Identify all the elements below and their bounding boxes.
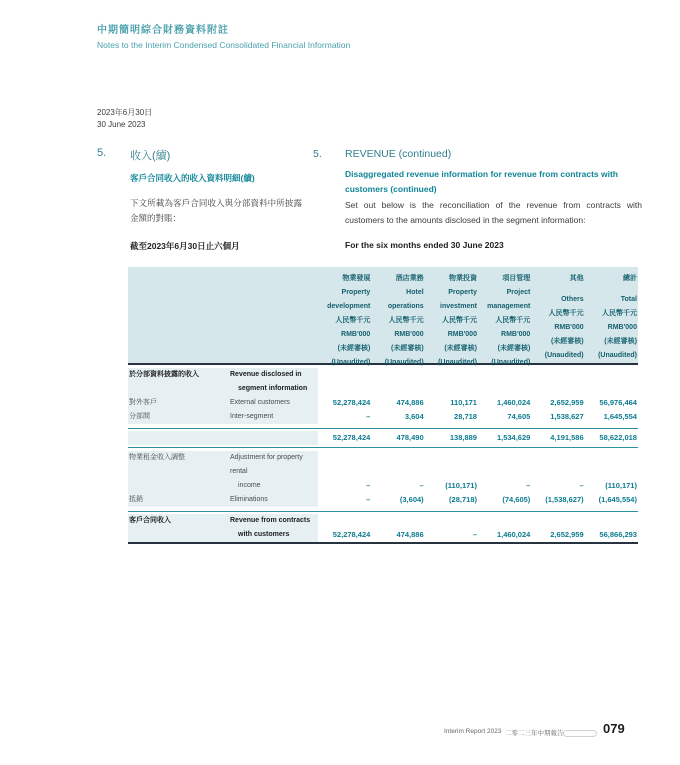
table-row-rental-adjustment xyxy=(128,448,638,493)
row-label-zh: 抵銷 xyxy=(128,493,230,507)
row-label-en xyxy=(230,451,318,493)
unaudited-en: (Unaudited) xyxy=(331,359,371,366)
row-label-en xyxy=(230,493,318,507)
cell-value xyxy=(478,368,531,396)
header-spacer xyxy=(128,272,318,363)
cell-value xyxy=(318,368,371,396)
row-label-en-line2: income xyxy=(238,482,261,489)
section-number-zh: 5. xyxy=(97,147,107,159)
cell-value: 74,605 xyxy=(507,412,531,421)
unaudited-en: (Unaudited) xyxy=(438,359,477,366)
row-label-en-line2: with customers xyxy=(238,531,290,538)
unaudited-zh: (未經審核) xyxy=(497,345,531,352)
column-name-en: Others xyxy=(561,296,584,303)
section-subtitle-en: Disaggregated revenue information for revenue from contracts with customers (continued) xyxy=(345,169,619,194)
row-label-zh: 對外客戶 xyxy=(128,396,230,410)
row-label-zh: 於分部資料披露的收入 xyxy=(128,368,230,396)
column-header-property-investment xyxy=(425,272,478,366)
cell-value: 474,886 xyxy=(396,530,424,539)
section-title-zh: 收入(續) xyxy=(130,150,171,162)
cell-value: (110,171) xyxy=(605,481,637,490)
column-name-zh: 物業投資 xyxy=(448,275,477,282)
row-label-en xyxy=(230,514,318,542)
currency-en: RMB'000 xyxy=(607,324,637,331)
cell-value: (1,538,627) xyxy=(545,495,584,504)
cell-value: (28,718) xyxy=(449,495,477,504)
unaudited-en: (Unaudited) xyxy=(491,359,531,366)
cell-value: 110,171 xyxy=(450,398,477,407)
unaudited-en: (Unaudited) xyxy=(384,359,424,366)
currency-zh: 人民幣千元 xyxy=(388,317,424,324)
cell-value: 1,645,554 xyxy=(603,412,637,421)
cell-value: 28,718 xyxy=(454,412,477,421)
table-header xyxy=(128,267,638,365)
column-name-zh: 總計 xyxy=(622,275,637,282)
table-row-segment-revenue-header xyxy=(128,365,638,396)
cell-value: 1,460,024 xyxy=(496,530,531,539)
cell-value: 52,278,424 xyxy=(332,530,371,539)
row-label-zh: 客戶合同收入 xyxy=(128,514,230,542)
column-header-total xyxy=(585,272,638,363)
cell-value: (74,605) xyxy=(502,495,531,504)
cell-value: – xyxy=(366,481,371,490)
currency-zh: 人民幣千元 xyxy=(601,310,637,317)
currency-zh: 人民幣千元 xyxy=(548,310,584,317)
cell-value: – xyxy=(366,412,371,421)
table-row-eliminations xyxy=(128,493,638,512)
period-caption-zh: 截至2023年6月30日止六個月 xyxy=(130,241,240,251)
currency-zh: 人民幣千元 xyxy=(495,317,531,324)
row-label-en xyxy=(230,368,318,396)
revenue-table xyxy=(128,267,638,544)
cell-value: 474,886 xyxy=(396,398,424,407)
cell-value: 3,604 xyxy=(404,412,424,421)
cell-value: 1,538,627 xyxy=(550,412,584,421)
currency-zh: 人民幣千元 xyxy=(335,317,371,324)
unaudited-zh: (未經審核) xyxy=(444,345,477,352)
table-row-inter-segment xyxy=(128,410,638,428)
unaudited-zh: (未經審核) xyxy=(604,338,637,345)
column-header-project-management xyxy=(478,272,531,366)
cell-value: 478,490 xyxy=(396,433,424,442)
cell-value xyxy=(585,368,638,396)
period-caption-en: For the six months ended 30 June 2023 xyxy=(345,240,504,250)
cell-value: – xyxy=(472,530,477,539)
table-row-revenue-from-contracts xyxy=(128,512,638,544)
row-label-zh xyxy=(128,431,230,445)
row-label-en-line1: Revenue from contracts xyxy=(230,517,311,524)
row-label-en-line1: Adjustment for property rental xyxy=(230,454,303,475)
cell-value: 58,622,018 xyxy=(599,433,637,442)
column-name-zh: 項目管理 xyxy=(502,275,531,282)
column-name-zh: 物業發展 xyxy=(342,275,371,282)
column-header-others xyxy=(531,272,584,363)
section-number-en: 5. xyxy=(313,148,322,160)
cell-value: (3,604) xyxy=(399,495,424,504)
unaudited-zh: (未經審核) xyxy=(337,345,371,352)
doc-title-zh: 中期簡明綜合財務資料附註 xyxy=(97,25,229,36)
currency-en: RMB'000 xyxy=(447,331,477,338)
row-label-zh: 分部間 xyxy=(128,410,230,424)
report-date-zh: 2023年6月30日 xyxy=(97,108,153,117)
row-label-en-line1: Inter-segment xyxy=(230,413,274,420)
unaudited-zh: (未經審核) xyxy=(550,338,584,345)
section-title-en: REVENUE (continued) xyxy=(345,148,452,160)
column-name-en: Total xyxy=(620,296,637,303)
cell-value: – xyxy=(419,481,424,490)
column-name-zh: 酒店業務 xyxy=(395,275,424,282)
section-body-en: Set out below is the reconciliation of the revenue from contracts with customers to the amounts disclosed in the segment information: xyxy=(345,200,642,225)
cell-value: 2,652,959 xyxy=(550,398,584,407)
unaudited-en: (Unaudited) xyxy=(544,352,584,359)
cell-value: (1,645,554) xyxy=(598,495,637,504)
column-name-en: Property investment xyxy=(440,289,477,310)
cell-value: – xyxy=(366,495,371,504)
cell-value: 2,652,959 xyxy=(550,530,584,539)
column-name-en: Hotel operations xyxy=(387,289,424,310)
cell-value: 1,534,629 xyxy=(496,433,531,442)
currency-en: RMB'000 xyxy=(394,331,424,338)
cell-value: 1,460,024 xyxy=(496,398,531,407)
cell-value: 4,191,586 xyxy=(550,433,584,442)
currency-zh: 人民幣千元 xyxy=(441,317,477,324)
table-row-external-customers xyxy=(128,396,638,410)
doc-title-en: Notes to the Interim Condensed Consolidated Financial Information xyxy=(97,40,351,50)
footer-report-title-en: Interim Report 2023 xyxy=(444,728,502,735)
cell-value: – xyxy=(526,481,531,490)
cell-value: 52,278,424 xyxy=(332,433,371,442)
currency-en: RMB'000 xyxy=(501,331,531,338)
section-subtitle-zh: 客戶合同收入的收入資料明細(續) xyxy=(130,173,255,183)
currency-en: RMB'000 xyxy=(554,324,584,331)
row-label-en-line2: segment information xyxy=(238,385,308,392)
row-label-zh: 物業租金收入調整 xyxy=(128,451,230,493)
unaudited-en: (Unaudited) xyxy=(598,352,637,359)
cell-value xyxy=(531,368,584,396)
column-header-property-development xyxy=(318,272,371,366)
cell-value: – xyxy=(579,481,584,490)
unaudited-zh: (未經審核) xyxy=(390,345,424,352)
column-name-en: Property development xyxy=(327,289,371,310)
report-date-en: 30 June 2023 xyxy=(97,120,146,129)
section-body-zh: 下文所載為客戶合同收入與分部資料中所披露金額的對賬： xyxy=(130,198,302,223)
row-label-en-line1: Revenue disclosed in xyxy=(230,371,302,378)
column-name-en: Project management xyxy=(487,289,531,310)
table-body xyxy=(128,365,638,544)
row-label-en-line1: External customers xyxy=(230,399,290,406)
currency-en: RMB'000 xyxy=(341,331,371,338)
footer-report-title-zh: 二零二三年中期報告 xyxy=(505,730,564,737)
cell-value: 52,278,424 xyxy=(332,398,371,407)
cell-value: (110,171) xyxy=(445,481,477,490)
column-name-zh: 其他 xyxy=(569,275,584,282)
row-label-en xyxy=(230,396,318,410)
cell-value xyxy=(425,368,478,396)
cell-value: 56,866,293 xyxy=(599,530,637,539)
row-label-en xyxy=(230,431,318,445)
footer-pill-decoration xyxy=(563,730,597,737)
cell-value: 138,889 xyxy=(449,433,477,442)
row-label-en xyxy=(230,410,318,424)
page-number: 079 xyxy=(603,721,625,736)
column-header-hotel-operations xyxy=(371,272,424,366)
table-row-segment-subtotal xyxy=(128,428,638,448)
cell-value xyxy=(371,368,424,396)
row-label-en-line1: Eliminations xyxy=(230,496,268,503)
cell-value: 56,976,464 xyxy=(599,398,637,407)
